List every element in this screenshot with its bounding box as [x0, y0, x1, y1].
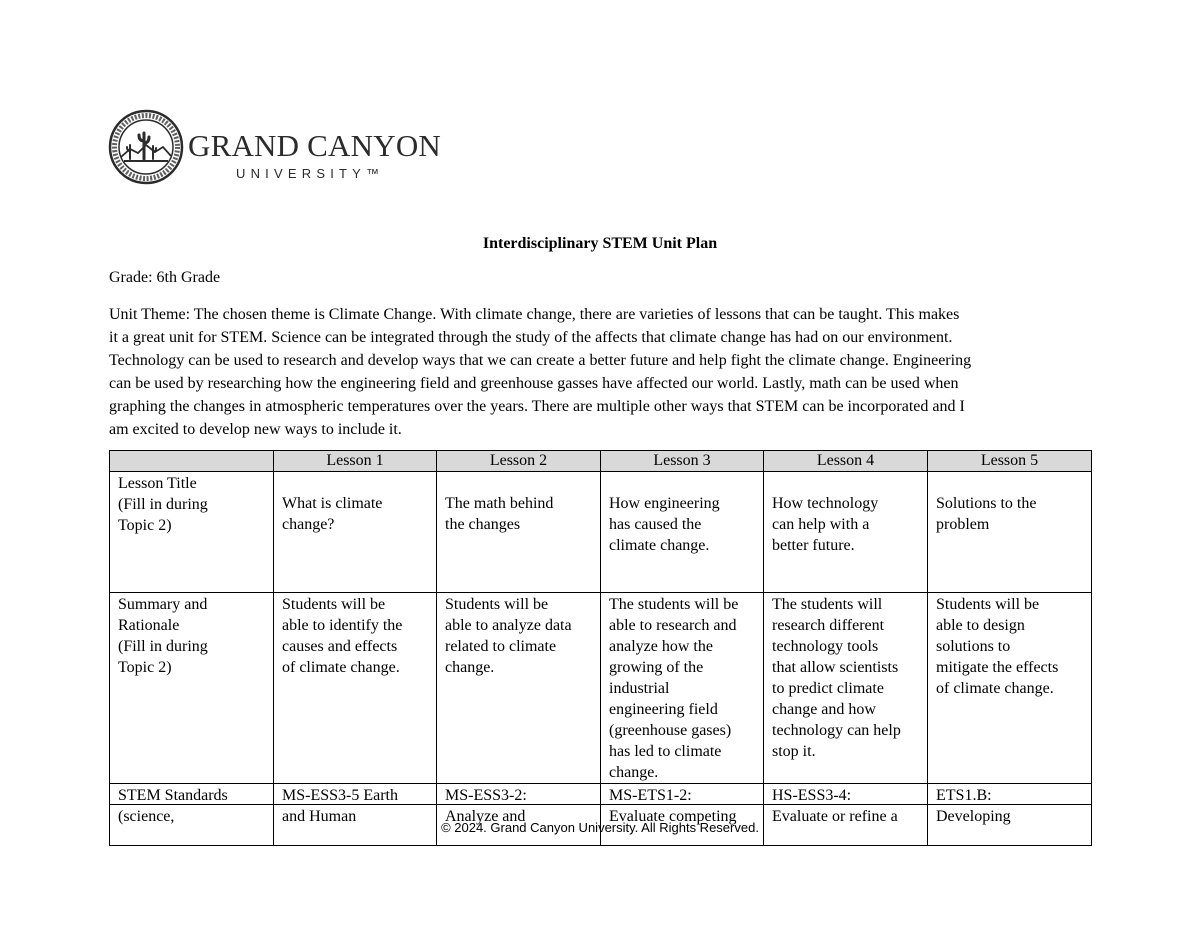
header-cell: Lesson 3 [601, 451, 764, 472]
table-cell: The students will research different technology tools that allow scientists to predict climate change and how technology can help stop it. [764, 593, 928, 784]
table-cell: The math behind the changes [437, 472, 601, 593]
university-seal-icon [108, 109, 184, 185]
table-header-row [110, 451, 1092, 472]
document-title: Interdisciplinary STEM Unit Plan [482, 235, 718, 252]
row-label-cell: Summary and Rationale (Fill in during Topic 2) [110, 593, 274, 784]
gcu-logo [108, 109, 448, 185]
unit-theme-line: Unit Theme: The chosen theme is Climate Change. With climate change, there are varieties of lessons that can be taught. This makes [109, 306, 960, 323]
unit-theme-line: Technology can be used to research and develop ways that we can create a better future and help fight the climate change. Engineering [109, 352, 972, 369]
header-cell: Lesson 4 [764, 451, 928, 472]
logo-wordmark: GRAND CANYON [188, 128, 441, 163]
header-cell: Lesson 5 [928, 451, 1092, 472]
row-label-cell: Lesson Title (Fill in during Topic 2) [110, 472, 274, 593]
unit-plan-table [109, 450, 1092, 846]
table-cell: How technology can help with a better future. [764, 472, 928, 593]
table-row [110, 472, 1092, 593]
table-cell: How engineering has caused the climate change. [601, 472, 764, 593]
unit-plan-table-container [109, 450, 1091, 825]
table-cell: HS-ESS3-4: Evaluate or refine a [764, 784, 928, 846]
copyright-footer: © 2024. Grand Canyon University. All Rights Reserved. [441, 820, 759, 835]
table-cell: Students will be able to identify the causes and effects of climate change. [274, 593, 437, 784]
table-cell: What is climate change? [274, 472, 437, 593]
table-cell: Students will be able to analyze data related to climate change. [437, 593, 601, 784]
table-cell: Solutions to the problem [928, 472, 1092, 593]
header-cell: Lesson 2 [437, 451, 601, 472]
header-cell: Lesson 1 [274, 451, 437, 472]
unit-theme-line: am excited to develop new ways to include it. [109, 421, 402, 438]
table-cell: Students will be able to design solutions to mitigate the effects of climate change. [928, 593, 1092, 784]
table-cell: The students will be able to research and analyze how the growing of the industrial engineering field (greenhouse gases) has led to climate change. [601, 593, 764, 784]
unit-theme-paragraph [109, 303, 1099, 441]
grade-line: Grade: 6th Grade [109, 269, 221, 286]
table-cell: MS-ESS3-5 Earth and Human [274, 784, 437, 846]
header-cell [110, 451, 274, 472]
table-cell: MS-ETS1-2: Evaluate competing [601, 784, 764, 846]
table-cell: ETS1.B: Developing [928, 784, 1092, 846]
row-label-cell: STEM Standards (science, [110, 784, 274, 846]
unit-theme-line: can be used by researching how the engineering field and greenhouse gasses have affected our world. Lastly, math can be used when [109, 375, 959, 392]
unit-theme-line: graphing the changes in atmospheric temperatures over the years. There are multiple other ways that STEM can be incorporated and I [109, 398, 965, 415]
logo-subtitle: UNIVERSITY™ [236, 166, 385, 181]
table-row [110, 593, 1092, 784]
table-row [110, 784, 1092, 846]
unit-theme-line: it a great unit for STEM. Science can be integrated through the study of the affects that climate change has had on our environment. [109, 329, 953, 346]
table-cell: MS-ESS3-2: Analyze and [437, 784, 601, 846]
